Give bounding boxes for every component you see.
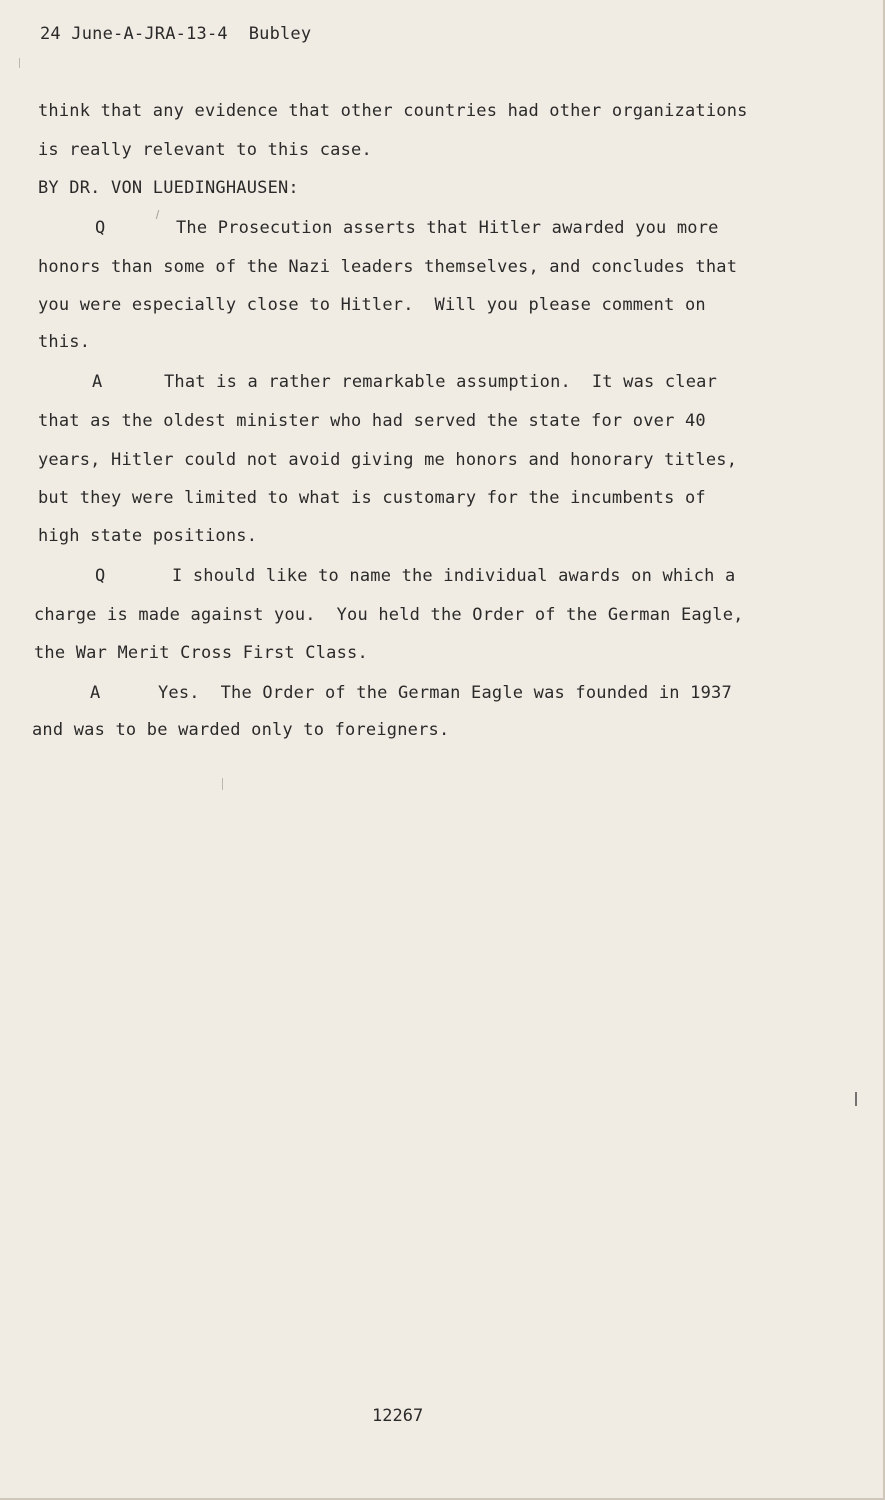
text-line: the War Merit Cross First Class. bbox=[34, 643, 368, 663]
text-line: but they were limited to what is customary for the incumbents of bbox=[38, 488, 706, 508]
text-line: is really relevant to this case. bbox=[38, 140, 372, 160]
question-label: Q bbox=[95, 566, 106, 586]
text-line: The Prosecution asserts that Hitler awarded you more bbox=[176, 218, 719, 238]
paper-mark bbox=[156, 210, 159, 219]
text-line: I should like to name the individual awards on which a bbox=[172, 566, 736, 586]
text-line: Yes. The Order of the German Eagle was founded in 1937 bbox=[158, 683, 732, 703]
text-line: years, Hitler could not avoid giving me honors and honorary titles, bbox=[38, 450, 738, 470]
page-number: 12267 bbox=[372, 1406, 424, 1426]
question-label: Q bbox=[95, 218, 106, 238]
text-line: think that any evidence that other countries had other organizations bbox=[38, 101, 748, 121]
text-line: that as the oldest minister who had served the state for over 40 bbox=[38, 411, 706, 431]
text-line: this. bbox=[38, 332, 91, 352]
text-line: honors than some of the Nazi leaders themselves, and concludes that bbox=[38, 257, 738, 277]
paper-mark bbox=[855, 1092, 857, 1106]
page-header: 24 June-A-JRA-13-4 Bubley bbox=[40, 24, 312, 44]
answer-label: A bbox=[92, 372, 103, 392]
paper-mark bbox=[19, 58, 20, 68]
answer-label: A bbox=[90, 683, 101, 703]
speaker-heading: BY DR. VON LUEDINGHAUSEN: bbox=[38, 178, 299, 198]
text-line: That is a rather remarkable assumption. It was clear bbox=[164, 372, 718, 392]
text-line: high state positions. bbox=[38, 526, 258, 546]
text-line: and was to be warded only to foreigners. bbox=[32, 720, 450, 740]
text-line: you were especially close to Hitler. Will you please comment on bbox=[38, 295, 706, 315]
paper-mark bbox=[222, 778, 223, 790]
text-line: charge is made against you. You held the Order of the German Eagle, bbox=[34, 605, 744, 625]
